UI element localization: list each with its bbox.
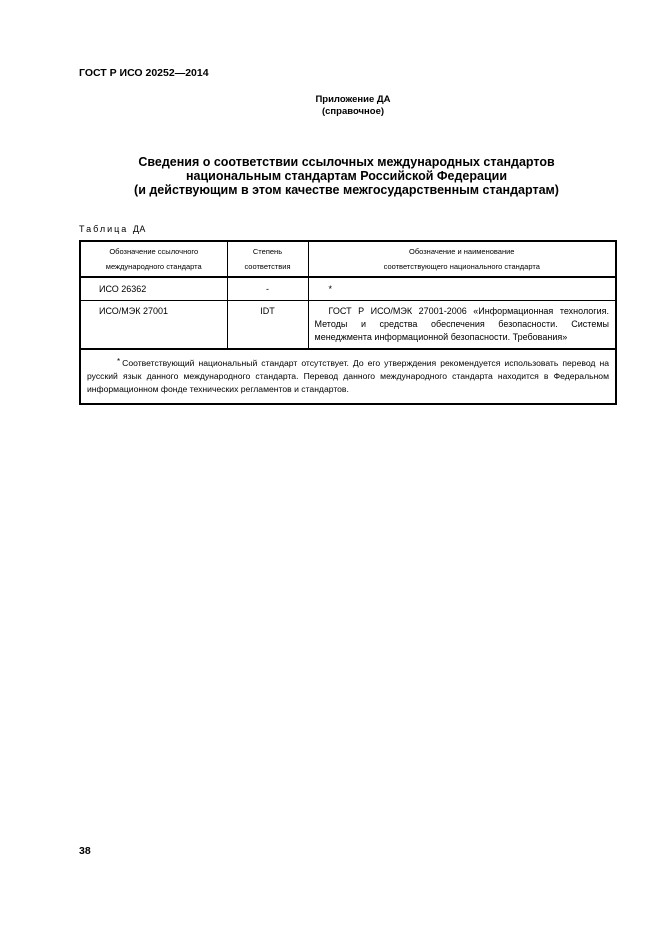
table-row	[80, 277, 616, 301]
cell-reference: ИСО 26362	[80, 277, 227, 301]
title-line-3: (и действующим в этом качестве межгосударственным стандартам)	[134, 183, 559, 197]
cell-national-text: ГОСТ Р ИСО/МЭК 27001-2006 «Информационная технология. Методы и средства обеспечения безопасности. Системы менеджмента информационной безопасности. Требования»	[314, 306, 609, 342]
table-caption-word: Таблица	[79, 224, 129, 234]
header-degree	[227, 241, 308, 277]
table-caption	[79, 224, 146, 234]
table-footnote	[80, 349, 616, 404]
header-reference-line-2: международного стандарта	[105, 262, 202, 271]
table-row	[80, 301, 616, 350]
header-degree-line-2: соответствия	[244, 262, 291, 271]
annex-type: (справочное)	[321, 106, 385, 117]
cell-degree: -	[227, 277, 308, 301]
header-national-line-1: Обозначение и наименование	[409, 247, 515, 256]
header-national-line-2: соответствующего национального стандарта	[383, 262, 540, 271]
header-degree-line-1: Степень	[252, 247, 283, 256]
cell-national	[308, 301, 616, 350]
footnote-marker: *	[117, 357, 121, 366]
header-national-standard	[308, 241, 616, 277]
title-line-2: национальным стандартам Российской Федерации	[185, 169, 508, 183]
annex-title: Приложение ДА	[315, 94, 391, 105]
annex-heading	[258, 94, 448, 118]
title-line-1: Сведения о соответствии ссылочных международных стандартов	[138, 155, 555, 169]
table-header-row	[80, 241, 616, 277]
cell-degree: IDT	[227, 301, 308, 350]
table-caption-number: ДА	[132, 224, 146, 234]
table-note-row	[80, 349, 616, 404]
cell-reference: ИСО/МЭК 27001	[80, 301, 227, 350]
page-number: 38	[79, 845, 91, 857]
footnote-text: Соответствующий национальный стандарт отсутствует. До его утверждения рекомендуется использовать перевод на русский язык данного международного стандарта. Перевод данного международного стандарта находится в Федеральном информационном фонде технических регламентов и стандартов.	[87, 358, 609, 394]
cell-national: *	[308, 277, 616, 301]
document-header: ГОСТ Р ИСО 20252—2014	[79, 67, 209, 79]
standards-correspondence-table	[79, 240, 617, 405]
annex-main-title	[79, 155, 614, 197]
header-reference-line-1: Обозначение ссылочного	[109, 247, 199, 256]
header-reference-standard	[80, 241, 227, 277]
